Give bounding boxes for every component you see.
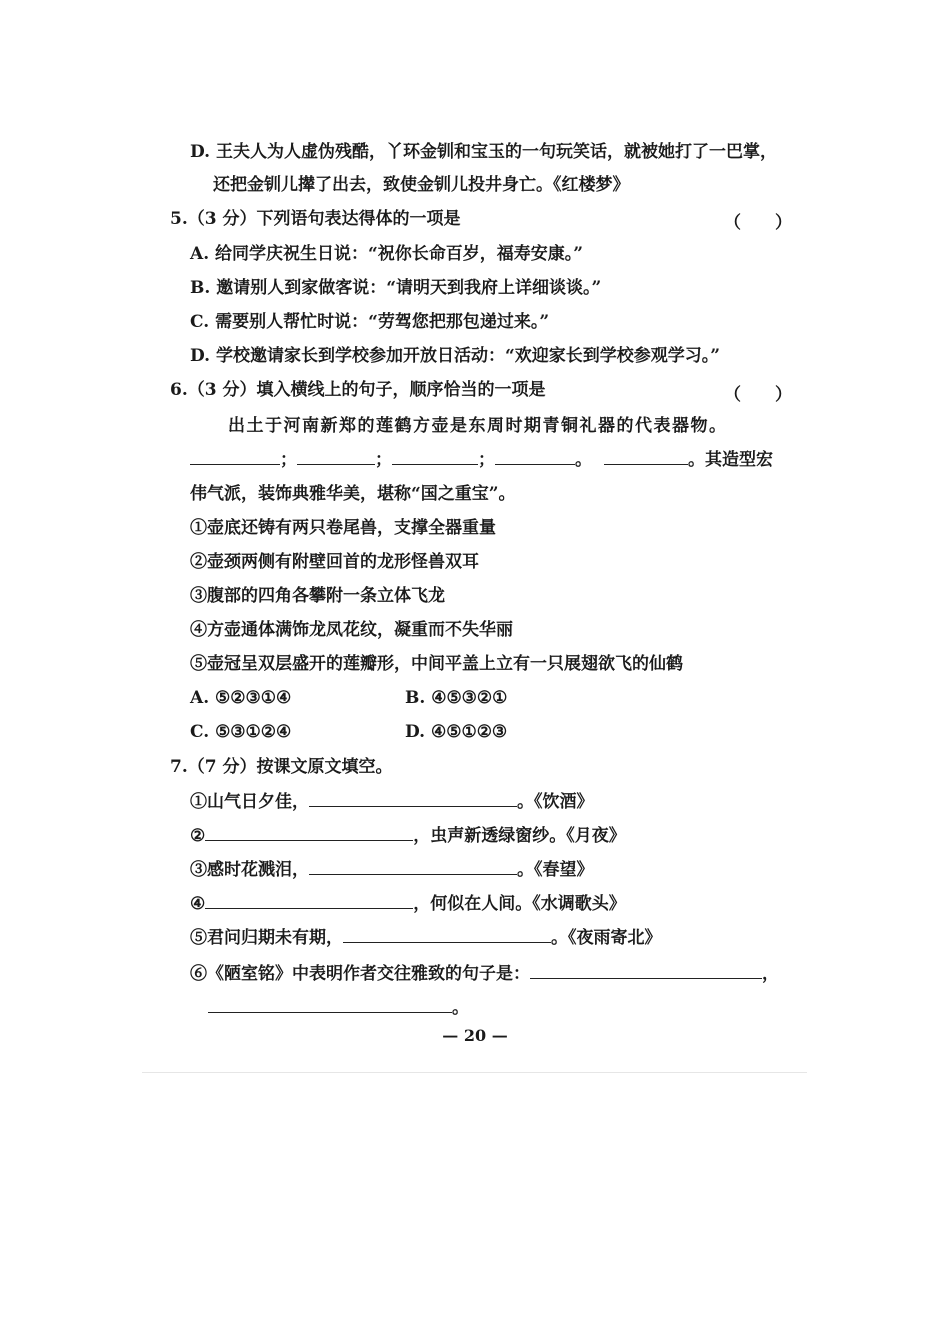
q7-item-5 xyxy=(190,926,662,950)
q5-option-a: A. 给同学庆祝生日说：“祝你长命百岁，福寿安康。” xyxy=(190,244,584,264)
q6-answer-paren: （ ） xyxy=(724,385,792,405)
q7-item-2 xyxy=(190,824,626,848)
q7-stem: 7.（7 分）按课文原文填空。 xyxy=(170,757,393,777)
q7-item-4 xyxy=(190,892,626,916)
q6-passage-line1: 出土于河南新郑的莲鹤方壶是东周时期青铜礼器的代表器物。 xyxy=(228,416,728,436)
q6-sep-4: 。 xyxy=(575,450,592,470)
q7-item-1-suffix: 。《饮酒》 xyxy=(517,792,594,812)
q6-option-d: D. ④⑤①②③ xyxy=(405,722,508,742)
q6-stem: 6.（3 分）填入横线上的句子，顺序恰当的一项是 xyxy=(170,380,546,400)
q7-item-6-comma: ， xyxy=(762,964,779,984)
q6-blank-3[interactable] xyxy=(392,448,478,465)
page-bottom-divider xyxy=(142,1072,807,1073)
q7-item-6-end: 。 xyxy=(452,998,469,1018)
q7-item-1-prefix: ①山气日夕佳， xyxy=(190,792,309,812)
q7-item-6-continued xyxy=(208,996,469,1020)
q6-option-c: C. ⑤③①②④ xyxy=(190,722,292,742)
q7-item-3-prefix: ③感时花溅泪， xyxy=(190,860,309,880)
q5-option-d: D. 学校邀请家长到学校参加开放日活动：“欢迎家长到学校参观学习。” xyxy=(190,346,721,366)
q7-item-6-blank-2[interactable] xyxy=(208,996,452,1013)
q7-item-2-suffix: ，虫声新透绿窗纱。《月夜》 xyxy=(413,826,626,846)
q5-option-b: B. 邀请别人到家做客说：“请明天到我府上详细谈谈。” xyxy=(190,278,602,298)
q7-item-2-prefix: ② xyxy=(190,826,206,846)
q6-blank-2[interactable] xyxy=(297,448,375,465)
q6-sentence-4: ④方壶通体满饰龙凤花纹，凝重而不失华丽 xyxy=(190,620,513,640)
q6-sep-5: 。其造型宏 xyxy=(688,450,773,470)
q7-item-4-suffix: ，何似在人间。《水调歌头》 xyxy=(413,894,626,914)
q7-item-6-blank-1[interactable] xyxy=(530,962,762,979)
q7-item-4-prefix: ④ xyxy=(190,894,206,914)
q6-sentence-1: ①壶底还铸有两只卷尾兽，支撑全器重量 xyxy=(190,518,496,538)
q7-item-3-blank[interactable] xyxy=(309,858,517,875)
page-number: — 20 — xyxy=(442,1026,508,1045)
q6-sentence-5: ⑤壶冠呈双层盛开的莲瓣形，中间平盖上立有一只展翅欲飞的仙鹤 xyxy=(190,654,683,674)
q7-item-3 xyxy=(190,858,594,882)
q6-passage-line3: 伟气派，装饰典雅华美，堪称“国之重宝”。 xyxy=(190,484,516,504)
q4-option-d-line2: 还把金钏儿撵了出去，致使金钏儿投井身亡。《红楼梦》 xyxy=(213,175,630,195)
q7-item-1 xyxy=(190,790,594,814)
q7-item-6 xyxy=(190,962,779,986)
q6-option-a: A. ⑤②③①④ xyxy=(190,688,292,708)
q7-item-5-suffix: 。《夜雨寄北》 xyxy=(551,928,662,948)
q7-item-5-blank[interactable] xyxy=(343,926,551,943)
q5-stem: 5.（3 分）下列语句表达得体的一项是 xyxy=(170,209,461,229)
q7-item-4-blank[interactable] xyxy=(205,892,413,909)
q6-blank-5[interactable] xyxy=(604,448,688,465)
q6-sentence-3: ③腹部的四角各攀附一条立体飞龙 xyxy=(190,586,445,606)
q6-option-b: B. ④⑤③②① xyxy=(405,688,508,708)
q6-sentence-2: ②壶颈两侧有附壁回首的龙形怪兽双耳 xyxy=(190,552,479,572)
q7-item-2-blank[interactable] xyxy=(205,824,413,841)
q6-blank-line xyxy=(190,448,773,472)
q6-sep-3: ； xyxy=(478,450,495,470)
q4-option-d-line1: D. 王夫人为人虚伪残酷，丫环金钏和宝玉的一句玩笑话，就被她打了一巴掌， xyxy=(190,142,777,162)
q5-option-c: C. 需要别人帮忙时说：“劳驾您把那包递过来。” xyxy=(190,312,550,332)
q6-blank-4[interactable] xyxy=(495,448,575,465)
q6-sep-1: ； xyxy=(280,450,297,470)
q7-item-5-prefix: ⑤君问归期未有期， xyxy=(190,928,343,948)
q7-item-1-blank[interactable] xyxy=(309,790,517,807)
q6-blank-1[interactable] xyxy=(190,448,280,465)
q7-item-6-prefix: ⑥《陋室铭》中表明作者交往雅致的句子是： xyxy=(190,964,530,984)
q5-answer-paren: （ ） xyxy=(724,213,792,233)
q6-sep-2: ； xyxy=(375,450,392,470)
q7-item-3-suffix: 。《春望》 xyxy=(517,860,594,880)
